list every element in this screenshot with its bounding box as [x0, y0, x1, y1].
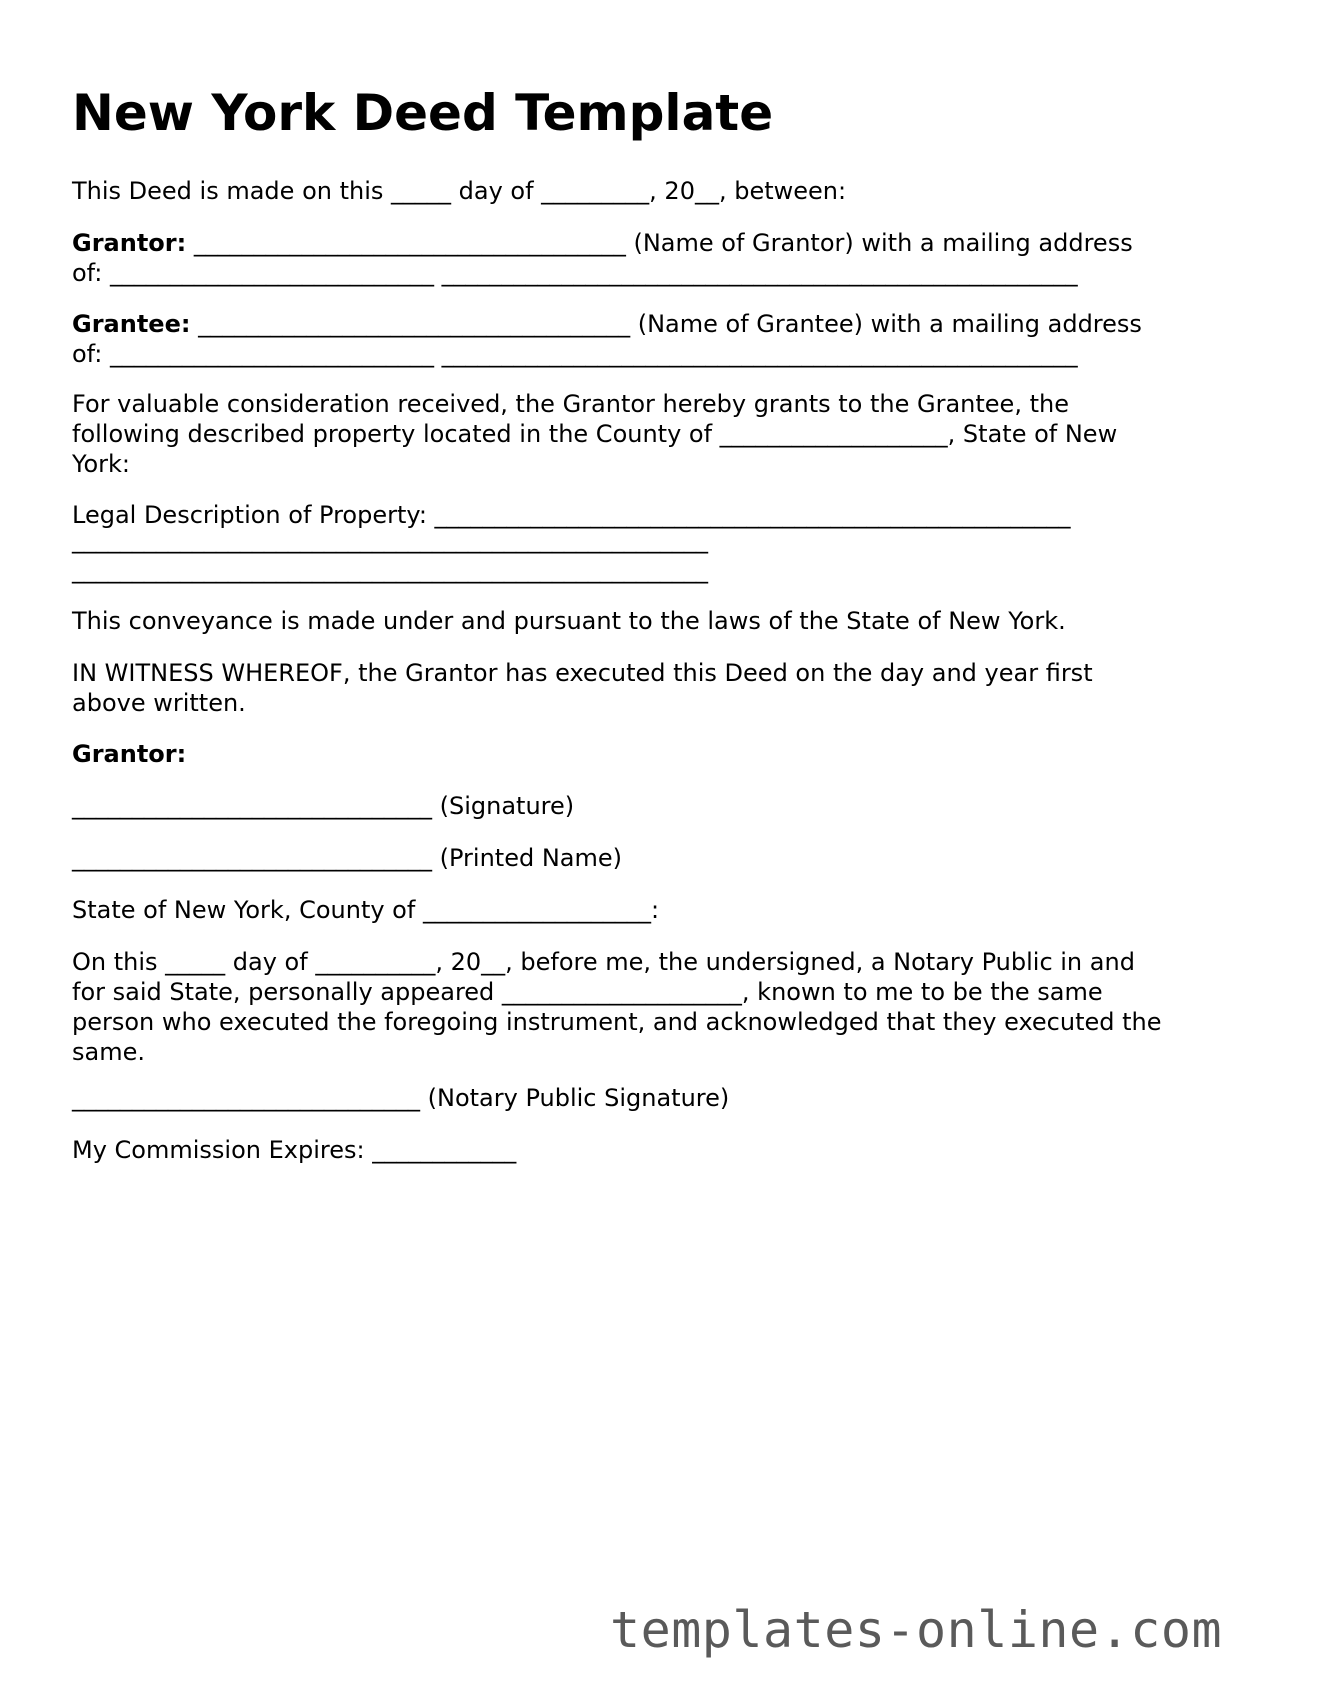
consideration-line-2: following described property located in the County of ___________________, State of New — [72, 420, 1118, 448]
witness-line-2: above written. — [72, 689, 246, 717]
notary-line-3: person who executed the foregoing instrument, and acknowledged that they executed the — [72, 1008, 1162, 1036]
commission-expires-line: My Commission Expires: ____________ — [72, 1136, 517, 1164]
signature-line: ______________________________ (Signature) — [72, 792, 575, 820]
legal-line-1: Legal Description of Property: _____________________________________________________ — [72, 501, 1071, 529]
grantee-line-2: of: ___________________________ _____________________________________________________ — [72, 340, 1078, 368]
grantor-name-text: ____________________________________ (Name of Grantor) with a mailing address — [186, 229, 1133, 257]
site-watermark: templates-online.com — [610, 1601, 1223, 1659]
grantor-signature-label: Grantor: — [72, 740, 187, 768]
legal-line-3: _____________________________________________________ — [72, 556, 708, 584]
notary-line-2: for said State, personally appeared ____________________, known to me to be the same — [72, 978, 1103, 1006]
page-title: New York Deed Template — [72, 84, 774, 142]
grantor-line-2: of: ___________________________ _____________________________________________________ — [72, 259, 1078, 287]
grantor-label: Grantor: — [72, 229, 187, 257]
notary-line-4: same. — [72, 1038, 145, 1066]
notary-signature-line: _____________________________ (Notary Public Signature) — [72, 1084, 730, 1112]
grantee-line-1 — [72, 309, 1252, 340]
grantee-name-text: ____________________________________ (Name of Grantee) with a mailing address — [190, 310, 1142, 338]
legal-line-2: _____________________________________________________ — [72, 526, 708, 554]
grantee-label: Grantee: — [72, 310, 191, 338]
notary-line-1: On this _____ day of __________, 20__, before me, the undersigned, a Notary Public in and — [72, 948, 1135, 976]
conveyance-line: This conveyance is made under and pursuant to the laws of the State of New York. — [72, 607, 1066, 635]
witness-line-1: IN WITNESS WHEREOF, the Grantor has executed this Deed on the day and year first — [72, 659, 1093, 687]
state-county-line: State of New York, County of ___________________: — [72, 896, 660, 924]
consideration-line-1: For valuable consideration received, the Grantor hereby grants to the Grantee, the — [72, 390, 1069, 418]
consideration-line-3: York: — [72, 450, 131, 478]
printed-name-line: ______________________________ (Printed Name) — [72, 844, 622, 872]
intro-line: This Deed is made on this _____ day of _________, 20__, between: — [72, 177, 847, 205]
grantor-line-1 — [72, 228, 1252, 259]
